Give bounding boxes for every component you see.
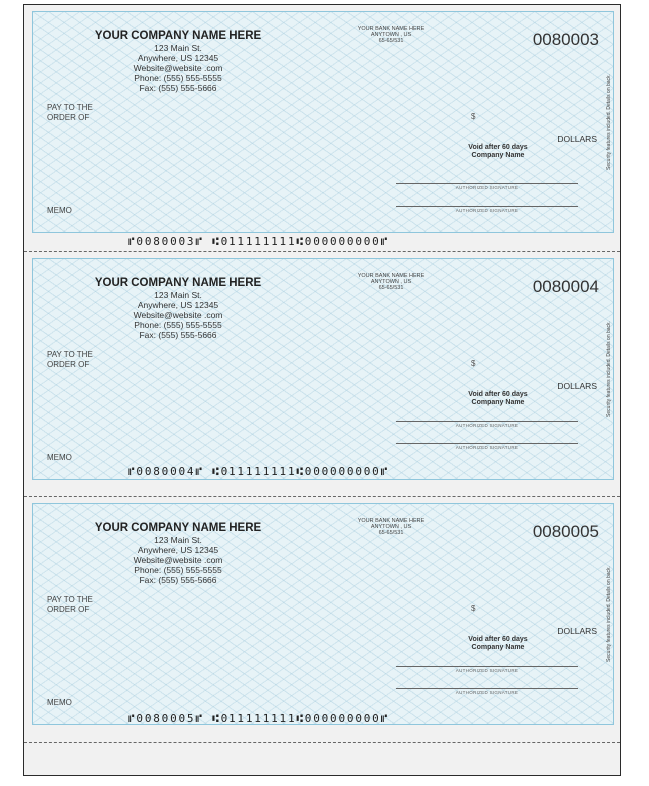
void-text: Void after 60 days	[468, 636, 528, 643]
company-block	[93, 30, 263, 93]
signature-line-1	[396, 183, 578, 184]
company-block	[93, 277, 263, 340]
company-address-2: Anywhere, US 12345	[137, 53, 219, 63]
micr-line-1: ⑈0080003⑈ ⑆011111111⑆000000000⑈	[128, 235, 389, 248]
signature-line-2	[396, 688, 578, 689]
check-1	[32, 11, 614, 233]
void-company: Company Name	[471, 152, 525, 159]
dollars-label: DOLLARS	[557, 381, 597, 391]
pay-to-line-1: PAY TO THE	[47, 103, 93, 112]
micr-line-3: ⑈0080005⑈ ⑆011111111⑆000000000⑈	[128, 712, 389, 725]
bank-name: YOUR BANK NAME HERE	[357, 518, 425, 524]
signature-label-2: AUTHORIZED SIGNATURE	[455, 690, 519, 695]
pay-to-label	[47, 595, 93, 615]
company-phone: Phone: (555) 555-5555	[134, 73, 222, 83]
pay-to-line-2: ORDER OF	[47, 360, 90, 369]
company-website: Website@website .com	[133, 555, 223, 565]
bank-block	[351, 273, 431, 291]
void-notice	[438, 391, 558, 407]
memo-label: MEMO	[47, 453, 72, 462]
security-note-text: Security features included. Details on back.	[606, 74, 612, 170]
memo-label: MEMO	[47, 206, 72, 215]
security-note	[603, 534, 615, 694]
void-text: Void after 60 days	[468, 391, 528, 398]
company-address-2: Anywhere, US 12345	[137, 300, 219, 310]
company-address-1: 123 Main St.	[154, 290, 202, 300]
pay-to-line-2: ORDER OF	[47, 113, 90, 122]
micr-line-2: ⑈0080004⑈ ⑆011111111⑆000000000⑈	[128, 465, 389, 478]
check-number: 0080005	[532, 522, 599, 541]
company-name: YOUR COMPANY NAME HERE	[94, 30, 262, 42]
company-block	[93, 522, 263, 585]
bank-name: YOUR BANK NAME HERE	[357, 26, 425, 32]
security-note-text: Security features included. Details on back.	[606, 566, 612, 662]
pay-to-line-2: ORDER OF	[47, 605, 90, 614]
void-notice	[438, 636, 558, 652]
dollar-sign: $	[471, 112, 476, 121]
bank-city: ANYTOWN , US	[370, 524, 412, 530]
company-address-2: Anywhere, US 12345	[137, 545, 219, 555]
signature-label-2: AUTHORIZED SIGNATURE	[455, 208, 519, 213]
security-note	[603, 289, 615, 449]
company-phone: Phone: (555) 555-5555	[134, 565, 222, 575]
pay-to-line-1: PAY TO THE	[47, 595, 93, 604]
signature-line-1	[396, 666, 578, 667]
dollars-label: DOLLARS	[557, 626, 597, 636]
void-company: Company Name	[471, 399, 525, 406]
company-phone: Phone: (555) 555-5555	[134, 320, 222, 330]
signature-label-1: AUTHORIZED SIGNATURE	[455, 185, 519, 190]
bank-routing-fraction: 65-65/531	[378, 38, 404, 44]
dollars-label: DOLLARS	[557, 134, 597, 144]
company-address-1: 123 Main St.	[154, 535, 202, 545]
bank-routing-fraction: 65-65/531	[378, 530, 404, 536]
pay-to-label	[47, 103, 93, 123]
check-number: 0080004	[532, 277, 599, 296]
signature-label-1: AUTHORIZED SIGNATURE	[455, 423, 519, 428]
bank-name: YOUR BANK NAME HERE	[357, 273, 425, 279]
signature-line-2	[396, 443, 578, 444]
check-number: 0080003	[532, 30, 599, 49]
bank-block	[351, 26, 431, 44]
signature-label-1: AUTHORIZED SIGNATURE	[455, 668, 519, 673]
bank-routing-fraction: 65-65/531	[378, 285, 404, 291]
dollar-sign: $	[471, 604, 476, 613]
check-2	[32, 258, 614, 480]
void-company: Company Name	[471, 644, 525, 651]
company-fax: Fax: (555) 555-5666	[139, 83, 217, 93]
void-text: Void after 60 days	[468, 144, 528, 151]
company-name: YOUR COMPANY NAME HERE	[94, 522, 262, 534]
dollar-sign: $	[471, 359, 476, 368]
pay-to-line-1: PAY TO THE	[47, 350, 93, 359]
memo-label: MEMO	[47, 698, 72, 707]
company-fax: Fax: (555) 555-5666	[139, 330, 217, 340]
signature-label-2: AUTHORIZED SIGNATURE	[455, 445, 519, 450]
signature-line-1	[396, 421, 578, 422]
bank-block	[351, 518, 431, 536]
bank-city: ANYTOWN , US	[370, 32, 412, 38]
void-notice	[438, 144, 558, 160]
company-address-1: 123 Main St.	[154, 43, 202, 53]
bank-city: ANYTOWN , US	[370, 279, 412, 285]
check-3	[32, 503, 614, 725]
pay-to-label	[47, 350, 93, 370]
perforation-1	[24, 251, 620, 252]
signature-line-2	[396, 206, 578, 207]
company-name: YOUR COMPANY NAME HERE	[94, 277, 262, 289]
company-website: Website@website .com	[133, 310, 223, 320]
check-sheet	[23, 4, 621, 776]
company-fax: Fax: (555) 555-5666	[139, 575, 217, 585]
company-website: Website@website .com	[133, 63, 223, 73]
perforation-2	[24, 496, 620, 497]
perforation-3	[24, 742, 620, 743]
security-note	[603, 42, 615, 202]
security-note-text: Security features included. Details on back.	[606, 321, 612, 417]
